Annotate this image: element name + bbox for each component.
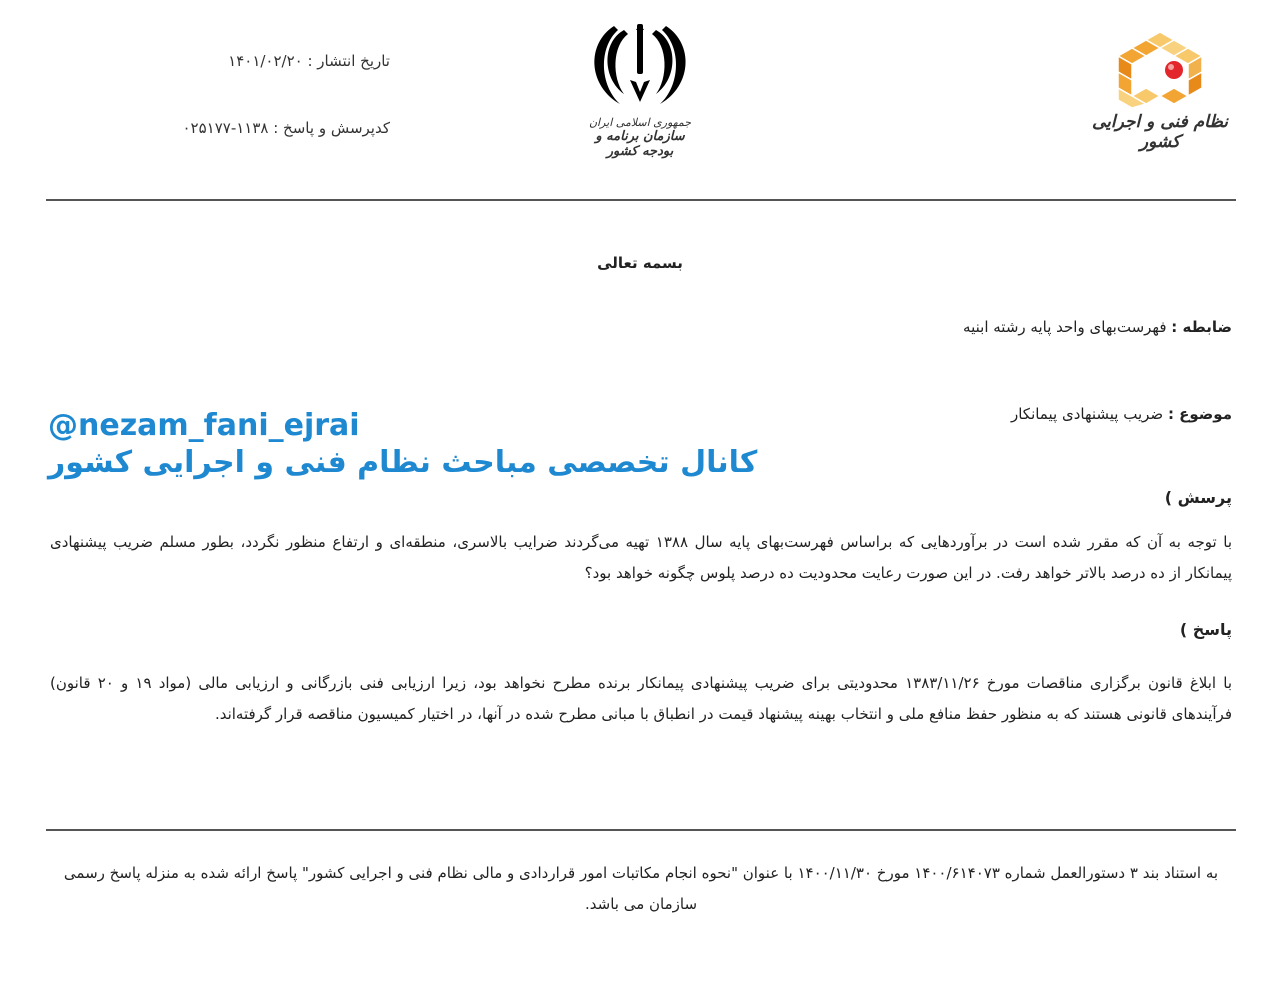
emblem-icon: [580, 20, 700, 110]
channel-handle: @nezam_fani_ejrai: [48, 408, 360, 443]
footer-note: به استناد بند ۳ دستورالعمل شماره ۱۴۰۰/۶۱۴۰۷۳ مورخ ۱۴۰۰/۱۱/۳۰ با عنوان "نحوه انجام مکاتبات امور قراردادی و مالی نظام فنی و اجرایی کشور" پاسخ ارائه شده به منزله پاسخ رسمی سازمان می باشد.: [63, 864, 1219, 913]
cube-logo-icon: [1110, 30, 1210, 108]
channel-watermark: [48, 408, 757, 480]
header-divider: [46, 199, 1236, 201]
zabeteh-value: فهرست‌بهای واحد پایه رشته ابنیه: [963, 318, 1167, 336]
channel-title: کانال تخصصی مباحث نظام فنی و اجرایی کشور: [48, 445, 758, 480]
zabeteh-label: ضابطه :: [1171, 318, 1232, 336]
gov-line-1: جمهوری اسلامی ایران: [588, 116, 692, 129]
bismillah: بسمه تعالی: [597, 254, 683, 272]
org-logo: [1090, 30, 1230, 150]
zabeteh-row: [432, 318, 1232, 336]
footer-divider: [46, 829, 1236, 831]
question-title: پرسش ): [1164, 488, 1232, 507]
subject-label: موضوع :: [1167, 405, 1232, 423]
gov-line-2: سازمان برنامه و بودجه کشور: [595, 129, 685, 159]
iran-emblem: [580, 20, 700, 160]
answer-title: پاسخ ): [1179, 620, 1232, 639]
answer-text: با ابلاغ قانون برگزاری مناقصات مورخ ۱۳۸۳/۱۱/۲۶ محدودیتی برای ضریب پیشنهادی پیمانکار برنده مطرح نخواهد بود، زیرا ارزیابی فنی بازرگانی و ارزیابی مالی (مواد ۱۹ و ۲۰ قانون) فرآیندهای قانونی هستند که به منظور حفظ منافع ملی و انتخاب بهینه پیشنهاد قیمت در انطباق با مبانی مطرح شده در آنها، در اختیار کمیسیون مناقصه قرار گرفته‌اند.: [50, 674, 1233, 723]
org-name: نظام فنی و اجرایی کشور: [1091, 112, 1228, 152]
subject-value: ضریب پیشنهادی پیمانکار: [1010, 405, 1164, 423]
question-text: با توجه به آن که مقرر شده است در برآوردهایی که براساس فهرست‌بهای پایه سال ۱۳۸۸ تهیه می‌گردند ضرایب بالاسری، منطقه‌ای و ارتفاع منظور نگردد، بطور مسلم ضریب پیشنهادی پیمانکار از ده درصد بالاتر خواهد رفت. در این صورت رعایت محدودیت ده درصد پلوس چگونه خواهد بود؟: [50, 533, 1232, 582]
publish-date: تاریخ انتشار : ۱۴۰۱/۰۲/۲۰: [228, 52, 390, 70]
qa-code: کدپرسش و پاسخ : ۱۱۳۸-۰۲۵۱۷۷: [182, 119, 390, 137]
